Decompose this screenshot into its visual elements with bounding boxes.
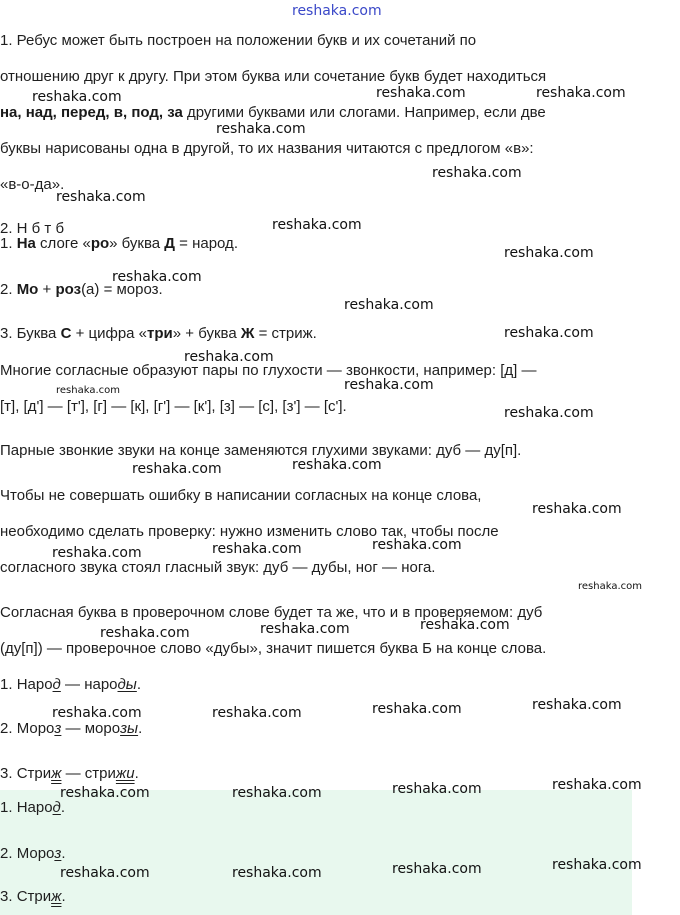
check-2-check-word: моро [84, 720, 121, 737]
rule-line-4: буквы нарисованы одна в другой, то их названия читаются с предлогом «в»: [0, 140, 534, 157]
check-3-num: 3. [0, 765, 17, 782]
rule-line-3-rest: другими буквами или слогами. Например, если две [182, 104, 546, 121]
watermark: reshaka.com [292, 3, 382, 19]
check-1 [0, 676, 141, 694]
example-1-text-2: » буква [109, 235, 165, 252]
example-1-bold-na: На [16, 235, 36, 252]
watermark: reshaka.com [232, 865, 322, 881]
answer-2 [0, 845, 66, 863]
example-3-text-2: + цифра « [71, 325, 148, 342]
rule-line-5: «в-о-да». [0, 176, 65, 193]
check-2 [0, 720, 142, 738]
watermark: reshaka.com [292, 457, 382, 473]
check-2-word-letter: з [54, 720, 62, 737]
theory-p1-line-1: Многие согласные образуют пары по глухости — звонкости, например: [д] — [0, 362, 537, 379]
answer-box [0, 790, 632, 915]
answer-3-end: . [61, 888, 66, 905]
watermark: reshaka.com [100, 625, 190, 641]
check-1-num: 1. [0, 676, 17, 693]
example-1 [0, 235, 238, 253]
rule-line-6-cut: 2. Н б т б [0, 220, 65, 237]
watermark: reshaka.com [372, 537, 462, 553]
watermark: reshaka.com [132, 461, 222, 477]
answer-1 [0, 799, 65, 817]
example-1-bold-ro: ро [90, 235, 110, 252]
check-2-word: Моро [16, 720, 55, 737]
check-1-word: Наро [16, 676, 53, 693]
watermark: reshaka.com [184, 349, 274, 365]
check-1-end: . [136, 676, 142, 693]
theory-p3-line-1: Чтобы не совершать ошибку в написании согласных на конце слова, [0, 487, 482, 504]
example-3-bold-tri: три [147, 325, 173, 342]
check-3-dash: — [61, 765, 85, 782]
watermark: reshaka.com [552, 777, 642, 793]
theory-p3-line-2: необходимо сделать проверку: нужно изменить слово так, чтобы после [0, 523, 499, 540]
answer-3 [0, 888, 66, 906]
rule-line-3 [0, 104, 546, 122]
answer-1-letter: д [52, 799, 61, 816]
check-1-word-letter: д [52, 676, 61, 693]
example-3 [0, 325, 317, 343]
watermark: reshaka.com [372, 701, 462, 717]
check-3-end: . [134, 765, 139, 782]
theory-p4-line-1: Согласная буква в проверочном слове будет та же, что и в проверяемом: дуб [0, 604, 543, 621]
watermark: reshaka.com [532, 697, 622, 713]
answer-2-num: 2. [0, 845, 17, 862]
check-2-end: . [138, 720, 143, 737]
example-2-plus: + [38, 281, 56, 298]
watermark: reshaka.com [392, 781, 482, 797]
check-2-dash: — [61, 720, 85, 737]
watermark: reshaka.com [216, 121, 306, 137]
watermark: reshaka.com [504, 405, 594, 421]
example-2-num: 2. [0, 281, 17, 298]
check-3 [0, 765, 139, 783]
check-3-check-word: стри [84, 765, 116, 782]
answer-1-end: . [60, 799, 66, 816]
watermark: reshaka.com [432, 165, 522, 181]
watermark: reshaka.com [344, 297, 434, 313]
answer-3-word: Стри [16, 888, 52, 905]
check-1-check-word: наро [84, 676, 118, 693]
example-2-result: (а) = мороз. [81, 281, 163, 298]
example-3-result: = стриж. [254, 325, 317, 342]
watermark: reshaka.com [56, 189, 146, 205]
watermark: reshaka.com [52, 705, 142, 721]
check-2-num: 2. [0, 720, 17, 737]
watermark: reshaka.com [260, 621, 350, 637]
example-3-bold-s: С [60, 325, 72, 342]
example-1-bold-d: Д [164, 235, 175, 252]
watermark: reshaka.com [56, 385, 120, 396]
watermark: reshaka.com [552, 857, 642, 873]
watermark: reshaka.com [392, 861, 482, 877]
watermark: reshaka.com [212, 705, 302, 721]
check-3-check-letters: жи [115, 765, 135, 782]
watermark: reshaka.com [52, 545, 142, 561]
example-1-num: 1. [0, 235, 17, 252]
theory-p1-line-2: [т], [д'] — [т'], [г] — [к], [г'] — [к'], [з] — [с], [з'] — [с']. [0, 398, 347, 415]
answer-1-word: Наро [16, 799, 53, 816]
watermark: reshaka.com [532, 501, 622, 517]
answer-3-letter: ж [51, 888, 62, 905]
watermark: reshaka.com [344, 377, 434, 393]
theory-p2: Парные звонкие звуки на конце заменяются глухими звуками: дуб — ду[п]. [0, 442, 522, 459]
answer-1-num: 1. [0, 799, 17, 816]
watermark: reshaka.com [60, 785, 150, 801]
answer-2-word: Моро [16, 845, 55, 862]
watermark: reshaka.com [420, 617, 510, 633]
example-2-bold-mo: Мо [16, 281, 39, 298]
theory-p3-line-3: согласного звука стоял гласный звук: дуб — дубы, ног — нога. [0, 559, 436, 576]
watermark: reshaka.com [60, 865, 150, 881]
watermark: reshaka.com [112, 269, 202, 285]
example-3-text-3: » + буква [172, 325, 241, 342]
answer-2-end: . [61, 845, 66, 862]
example-3-text: 3. Буква [0, 325, 61, 342]
example-1-text: слоге « [35, 235, 91, 252]
check-3-word: Стри [16, 765, 52, 782]
watermark: reshaka.com [272, 217, 362, 233]
theory-p4-line-2: (ду[п]) — проверочное слово «дубы», значит пишется буква Б на конце слова. [0, 640, 547, 657]
check-1-dash: — [60, 676, 85, 693]
answer-2-letter: з [54, 845, 62, 862]
watermark: reshaka.com [212, 541, 302, 557]
watermark: reshaka.com [504, 325, 594, 341]
check-3-word-letter: ж [51, 765, 62, 782]
example-1-result: = народ. [174, 235, 238, 252]
example-3-bold-zh: Ж [240, 325, 255, 342]
rule-line-1: 1. Ребус может быть построен на положении букв и их сочетаний по [0, 32, 477, 49]
example-2-bold-roz: роз [55, 281, 82, 298]
watermark: reshaka.com [32, 89, 122, 105]
check-1-check-letters: ды [117, 676, 137, 693]
watermark: reshaka.com [232, 785, 322, 801]
watermark: reshaka.com [536, 85, 626, 101]
rule-line-2: отношению друг к другу. При этом буква или сочетание букв будет находиться [0, 68, 547, 85]
prepositions-bold: на, над, перед, в, под, за [0, 104, 183, 121]
watermark: reshaka.com [504, 245, 594, 261]
watermark: reshaka.com [376, 85, 466, 101]
answer-3-num: 3. [0, 888, 17, 905]
check-2-check-letters: зы [120, 720, 139, 737]
watermark: reshaka.com [578, 581, 642, 592]
